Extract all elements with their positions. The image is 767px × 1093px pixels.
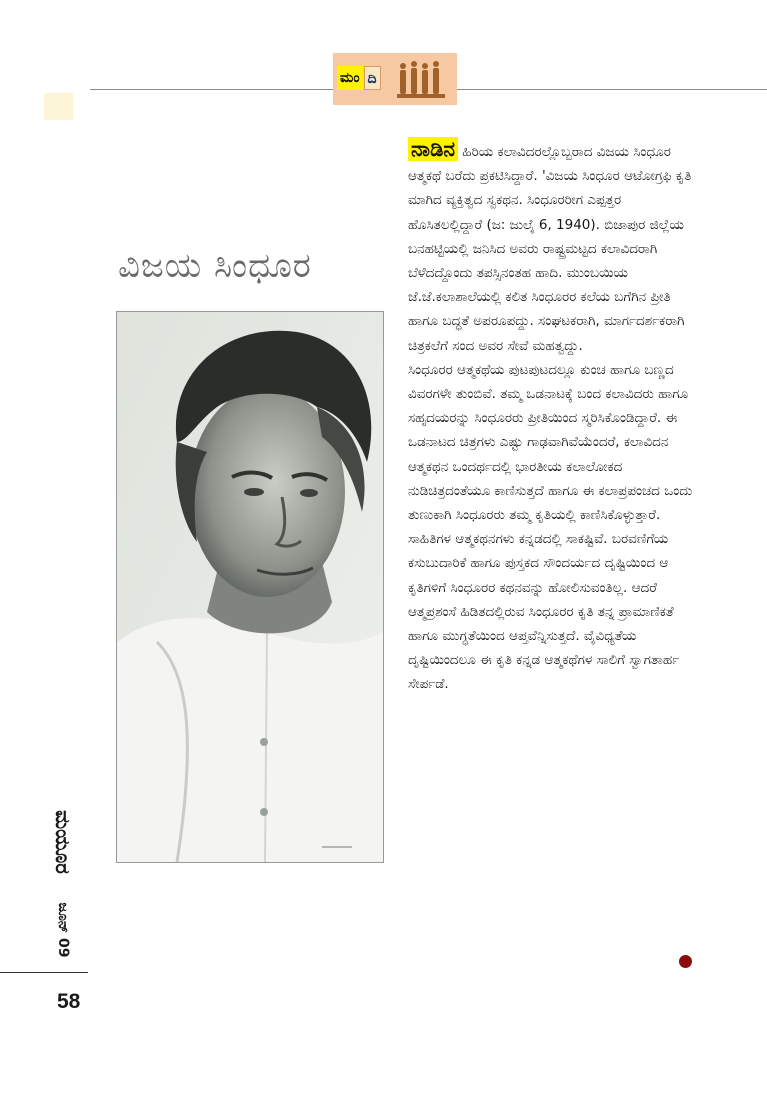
magazine-name-text: ಮಯೂರ xyxy=(50,810,75,874)
paragraph: ಸಾಹಿತಿಗಳ ಆತ್ಮಕಥನಗಳು ಕನ್ನಡದಲ್ಲಿ ಸಾಕಷ್ಟಿವೆ. ಬರವಣಿಗೆಯ ಕಸುಬುದಾರಿಕೆ ಹಾಗೂ ಪುಸ್ತಕದ ಸೌಂದರ್ಯದ ದೃಷ್ಟಿಯಿಂದ ಆ ಕೃತಿಗಳಿಗೆ ಸಿಂಧೂರರ ಕಥನವನ್ನು ಹೋಲಿಸುವಂತಿಲ್ಲ. ಆದರೆ ಆತ್ಮಪ್ರಶಂಸೆ ಹಿಡಿತದಲ್ಲಿರುವ ಸಿಂಧೂರರ ಕೃತಿ ತನ್ನ ಪ್ರಾಮಾಣಿಕತೆ ಹಾಗೂ ಮುಗ್ಧತೆಯಿಂದ ಆಪ್ತವೆನ್ನಿಸುತ್ತದೆ. ವೈವಿಧ್ಯತೆಯ ದೃಷ್ಟಿಯಿಂದಲೂ ಈ ಕೃತಿ ಕನ್ನಡ ಆತ್ಮಕಥೆಗಳ ಸಾಲಿಗೆ ಸ್ವಾಗತಾರ್ಹ ಸೇರ್ಪಡೆ. xyxy=(408,531,680,693)
logo-part-2: ದಿ xyxy=(364,66,381,90)
issue-label xyxy=(40,880,85,980)
paragraph-text: ಹಿರಿಯ ಕಲಾವಿದರಲ್ಲೊಬ್ಬರಾದ ವಿಜಯ ಸಿಂಧೂರ ಆತ್ಮಕಥೆ ಬರೆದು ಪ್ರಕಟಿಸಿದ್ದಾರೆ. 'ವಿಜಯ ಸಿಂಧೂರ ಆಟೋಗ್ರಫಿ ಕೃತಿ ಮಾಗಿದ ವ್ಯಕ್ತಿತ್ವದ ಸ್ವಕಥನ. ಸಿಂಧೂರರೀಗ ಎಪ್ಪತ್ತರ ಹೊಸಿತಲಲ್ಲಿದ್ದಾರೆ (ಜ: ಜುಲೈ 6, 1940). ಬಿಜಾಪುರ ಜಿಲ್ಲೆಯ ಬನಹಟ್ಟಿಯಲ್ಲಿ ಜನಿಸಿದ ಅವರು ರಾಷ್ಟ್ರಮಟ್ಟದ ಕಲಾವಿದರಾಗಿ ಬೆಳೆದದ್ದೊಂದು ತಪಸ್ಸಿನಂತಹ ಹಾದಿ. ಮುಂಬಯಿಯ ಜೆ.ಜೆ.ಕಲಾಶಾಲೆಯಲ್ಲಿ ಕಲಿತ ಸಿಂಧೂರರ ಕಲೆಯ ಬಗೆಗಿನ ಪ್ರೀತಿ ಹಾಗೂ ಬದ್ಧತೆ ಅಪರೂಪದ್ದು. ಸಂಘಟಕರಾಗಿ, ಮಾರ್ಗದರ್ಶಕರಾಗಿ ಚಿತ್ರಕಲೆಗೆ ಸಂದ ಅವರ ಸೇವೆ ಮಹತ್ವದ್ದು. xyxy=(408,144,692,354)
lead-word: ನಾಡಿನ xyxy=(408,137,458,161)
portrait-photo xyxy=(116,311,384,863)
section-logo-word xyxy=(337,66,381,90)
page-number: 58 xyxy=(57,990,81,1013)
logo-part-1: ಮಂ xyxy=(337,66,363,90)
paragraph xyxy=(408,138,698,358)
article-body xyxy=(408,138,698,697)
article-title: ವಿಜಯ ಸಿಂಧೂರ xyxy=(118,246,312,286)
paragraph: ಸಿಂಧೂರರ ಆತ್ಮಕಥೆಯ ಪುಟಪುಟದಲ್ಲೂ ಕುಂಚ ಹಾಗೂ ಬಣ್ಣದ ವಿವರಗಳೇ ತುಂಬಿವೆ. ತಮ್ಮ ಒಡನಾಟಕ್ಕೆ ಬಂದ ಕಲಾವಿದರು ಹಾಗೂ ಸಹೃದಯರನ್ನು ಸಿಂಧೂರರು ಪ್ರೀತಿಯಿಂದ ಸ್ಮರಿಸಿಕೊಂಡಿದ್ದಾರೆ. ಈ ಒಡನಾಟದ ಚಿತ್ರಗಳು ಎಷ್ಟು ಗಾಢವಾಗಿವೆಯೆಂದರೆ, ಕಲಾವಿದನ ಆತ್ಮಕಥನ ಒಂದರ್ಥದಲ್ಲಿ ಭಾರತೀಯ ಕಲಾಲೋಕದ ನುಡಿಚಿತ್ರದಂತೆಯೂ ಕಾಣಿಸುತ್ತದೆ ಹಾಗೂ ಈ ಕಲಾಪ್ರಪಂಚದ ಒಂದು ತುಣುಕಾಗಿ ಸಿಂಧೂರರು ತಮ್ಮ ಕೃತಿಯಲ್ಲಿ ಕಾಣಿಸಿಕೊಳ್ಳುತ್ತಾರೆ. xyxy=(408,361,693,524)
section-logo xyxy=(333,53,457,105)
issue-label-text: ಜೂನ್ 09 xyxy=(54,902,71,958)
decorative-square xyxy=(44,93,73,120)
footer-rule xyxy=(0,972,88,973)
figures-icon xyxy=(393,57,453,101)
magazine-name xyxy=(40,812,85,872)
end-mark-icon xyxy=(679,955,692,968)
